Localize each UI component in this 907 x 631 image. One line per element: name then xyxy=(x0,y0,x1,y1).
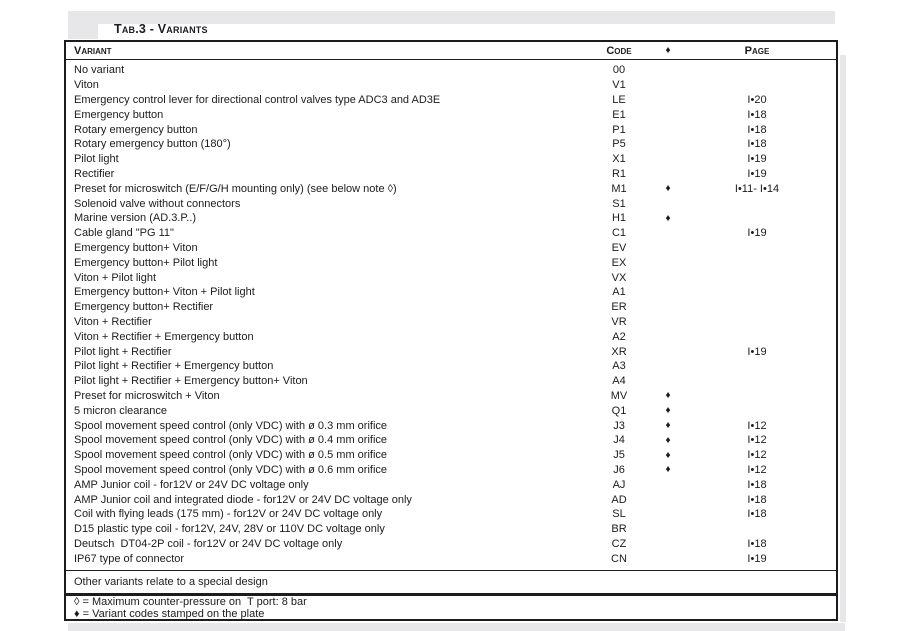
variant-cell: Viton + Pilot light xyxy=(74,271,157,284)
table-row xyxy=(66,241,836,256)
variant-cell: Emergency button+ Pilot light xyxy=(74,256,218,269)
code-cell: A3 xyxy=(612,360,626,373)
variant-cell: Spool movement speed control (only VDC) with ø 0.6 mm orifice xyxy=(74,463,388,476)
table-row xyxy=(66,226,836,241)
table-row xyxy=(66,196,836,211)
code-cell: X1 xyxy=(612,153,626,166)
table-row xyxy=(66,433,836,448)
special-design-text: Other variants relate to a special design xyxy=(74,576,268,589)
page-cell: I•19 xyxy=(747,227,767,240)
variant-cell: Spool movement speed control (only VDC) with ø 0.5 mm orifice xyxy=(74,449,388,462)
table-row xyxy=(66,507,836,522)
page-cell: I•18 xyxy=(747,138,767,151)
table-row xyxy=(66,374,836,389)
page-cell: I•19 xyxy=(747,153,767,166)
code-cell: Q1 xyxy=(611,404,627,417)
special-design-row xyxy=(66,570,836,593)
top-left-gray-block xyxy=(68,11,98,39)
header-diamond-icon: ♦ xyxy=(665,45,671,56)
table-row xyxy=(66,522,836,537)
table-row xyxy=(66,93,836,108)
variants-table-body xyxy=(66,60,836,570)
code-cell: C1 xyxy=(611,227,627,240)
table-header-row xyxy=(66,42,836,60)
code-cell: H1 xyxy=(611,212,627,225)
variant-cell: Pilot light + Rectifier + Emergency button+ Viton xyxy=(74,375,308,388)
code-cell: VX xyxy=(611,271,627,284)
diamond-cell: ♦ xyxy=(665,390,671,402)
variant-cell: Emergency button+ Rectifier xyxy=(74,301,214,314)
table-row xyxy=(66,107,836,122)
variant-cell: Emergency button xyxy=(74,108,164,121)
page-cell: I•20 xyxy=(747,93,767,106)
diamond-cell: ♦ xyxy=(665,464,671,476)
note-line: ◊ = Maximum counter-pressure on T port: 8 bar xyxy=(74,595,307,608)
code-cell: LE xyxy=(612,93,626,106)
code-cell: 00 xyxy=(612,64,626,77)
variant-cell: Cable gland "PG 11" xyxy=(74,227,174,240)
code-cell: MV xyxy=(610,389,628,402)
code-cell: P5 xyxy=(612,138,626,151)
page-cell: I•11- I•14 xyxy=(734,182,780,195)
code-cell: CN xyxy=(611,552,627,565)
table-row xyxy=(66,122,836,137)
variant-cell: Pilot light xyxy=(74,153,119,166)
table-row xyxy=(66,403,836,418)
variant-cell: Pilot light + Rectifier xyxy=(74,345,172,358)
code-cell: BR xyxy=(611,523,627,536)
table-row xyxy=(66,78,836,93)
code-cell: EV xyxy=(611,241,627,254)
variant-cell: Emergency button+ Viton + Pilot light xyxy=(74,286,255,299)
code-cell: A2 xyxy=(612,330,626,343)
page-cell: I•18 xyxy=(747,537,767,550)
table-row xyxy=(66,537,836,552)
code-cell: A4 xyxy=(612,375,626,388)
page-cell: I•18 xyxy=(747,478,767,491)
code-cell: R1 xyxy=(611,167,627,180)
table-row xyxy=(66,137,836,152)
variant-cell: Coil with flying leads (175 mm) - for12V or 24V DC voltage only xyxy=(74,508,383,521)
table-title: Tab.3 - Variants xyxy=(114,22,208,36)
code-cell: J3 xyxy=(613,419,625,432)
variant-cell: D15 plastic type coil - for12V, 24V, 28V or 110V DC voltage only xyxy=(74,523,385,536)
table-row xyxy=(66,63,836,78)
page-cell: I•12 xyxy=(747,434,767,447)
table-row xyxy=(66,211,836,226)
page-cell: I•19 xyxy=(747,552,767,565)
table-row xyxy=(66,152,836,167)
variant-cell: Viton + Rectifier + Emergency button xyxy=(74,330,254,343)
table-row xyxy=(66,389,836,404)
variant-cell: Rotary emergency button xyxy=(74,123,198,136)
variant-cell: Pilot light + Rectifier + Emergency button xyxy=(74,360,274,373)
code-cell: XR xyxy=(611,345,627,358)
code-cell: J4 xyxy=(613,434,625,447)
variant-cell: Viton xyxy=(74,79,99,92)
variant-cell: Emergency control lever for directional control valves type ADC3 and AD3E xyxy=(74,93,441,106)
variant-cell: Emergency button+ Viton xyxy=(74,241,198,254)
table-row xyxy=(66,300,836,315)
page-cell: I•18 xyxy=(747,508,767,521)
code-cell: J6 xyxy=(613,463,625,476)
table-row xyxy=(66,167,836,182)
variant-cell: IP67 type of connector xyxy=(74,552,185,565)
code-cell: S1 xyxy=(612,197,626,210)
diamond-cell: ♦ xyxy=(665,420,671,432)
code-cell: EX xyxy=(611,256,627,269)
variants-table xyxy=(64,40,838,595)
code-cell: A1 xyxy=(612,286,626,299)
code-cell: V1 xyxy=(612,79,626,92)
table-row xyxy=(66,551,836,566)
variant-cell: AMP Junior coil and integrated diode - for12V or 24V DC voltage only xyxy=(74,493,412,506)
page-cell: I•12 xyxy=(747,419,767,432)
variant-cell: Rotary emergency button (180°) xyxy=(74,138,231,151)
table-row xyxy=(66,477,836,492)
code-cell: P1 xyxy=(612,123,626,136)
code-cell: M1 xyxy=(611,182,627,195)
table-row xyxy=(66,344,836,359)
variant-cell: Rectifier xyxy=(74,167,115,180)
page-cell: I•19 xyxy=(747,345,767,358)
variant-cell: AMP Junior coil - for12V or 24V DC voltage only xyxy=(74,478,309,491)
variant-cell: Deutsch DT04-2P coil - for12V or 24V DC voltage only xyxy=(74,537,343,550)
header-code: Code xyxy=(606,44,632,57)
diamond-cell: ♦ xyxy=(665,449,671,461)
variant-cell: Solenoid valve without connectors xyxy=(74,197,241,210)
diamond-cell: ♦ xyxy=(665,405,671,417)
variant-cell: Spool movement speed control (only VDC) with ø 0.3 mm orifice xyxy=(74,419,388,432)
notes-box xyxy=(64,594,838,621)
page-cell: I•18 xyxy=(747,108,767,121)
code-cell: ER xyxy=(611,301,627,314)
top-gray-band xyxy=(98,11,835,24)
header-variant: Variant xyxy=(74,44,112,57)
bottom-gray-band xyxy=(68,623,845,631)
variant-cell: Preset for microswitch (E/F/G/H mounting only) (see below note ◊) xyxy=(74,182,397,195)
table-row xyxy=(66,255,836,270)
code-cell: CZ xyxy=(611,537,627,550)
header-page: Page xyxy=(744,44,770,57)
table-row xyxy=(66,492,836,507)
note-line: ♦ = Variant codes stamped on the plate xyxy=(74,607,265,620)
page-cell: I•18 xyxy=(747,123,767,136)
table-row xyxy=(66,463,836,478)
code-cell: J5 xyxy=(613,449,625,462)
code-cell: AJ xyxy=(612,478,626,491)
diamond-cell: ♦ xyxy=(665,183,671,195)
code-cell: SL xyxy=(612,508,626,521)
page-cell: I•12 xyxy=(747,449,767,462)
variant-cell: Viton + Rectifier xyxy=(74,315,152,328)
table-row xyxy=(66,285,836,300)
page-cell: I•19 xyxy=(747,167,767,180)
table-row xyxy=(66,329,836,344)
diamond-cell: ♦ xyxy=(665,434,671,446)
page-cell: I•12 xyxy=(747,463,767,476)
code-cell: E1 xyxy=(612,108,626,121)
table-row xyxy=(66,181,836,196)
variant-cell: Marine version (AD.3.P..) xyxy=(74,212,197,225)
code-cell: VR xyxy=(611,315,627,328)
variant-cell: Preset for microswitch + Viton xyxy=(74,389,220,402)
variant-cell: No variant xyxy=(74,64,125,77)
table-row xyxy=(66,418,836,433)
table-row xyxy=(66,448,836,463)
table-row xyxy=(66,359,836,374)
variant-cell: Spool movement speed control (only VDC) with ø 0.4 mm orifice xyxy=(74,434,388,447)
code-cell: AD xyxy=(611,493,627,506)
page-cell: I•18 xyxy=(747,493,767,506)
diamond-cell: ♦ xyxy=(665,212,671,224)
table-row xyxy=(66,270,836,285)
table-row xyxy=(66,315,836,330)
variant-cell: 5 micron clearance xyxy=(74,404,167,417)
right-gray-shadow-strip xyxy=(840,55,846,622)
